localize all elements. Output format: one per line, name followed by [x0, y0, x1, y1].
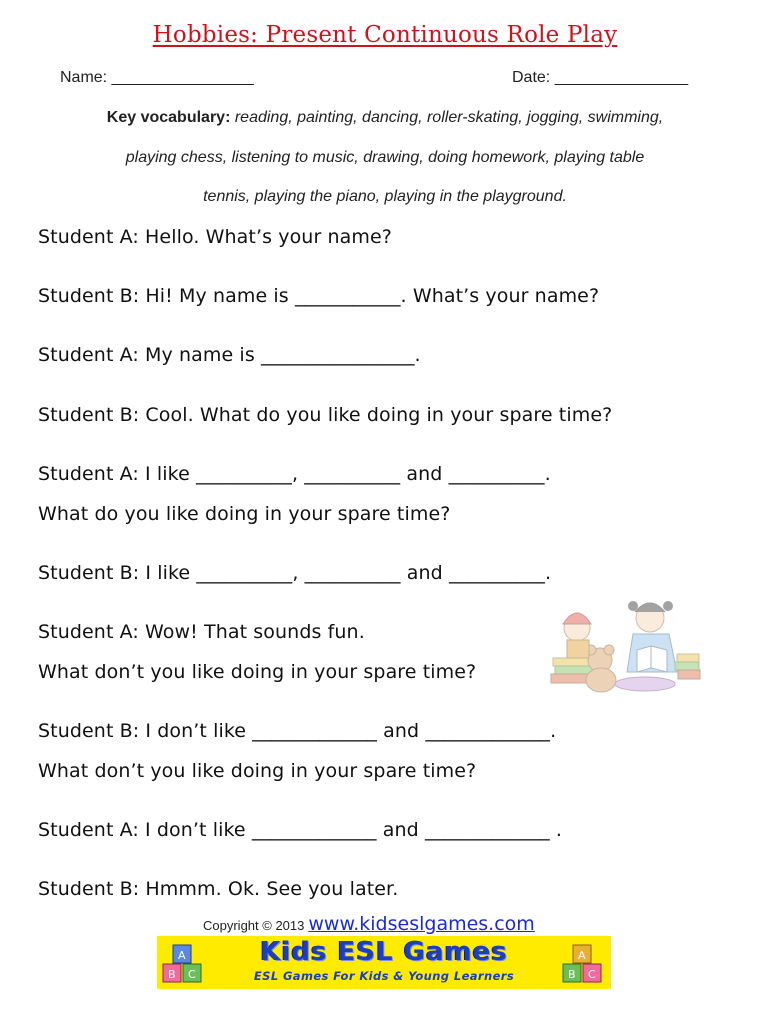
vocabulary-line-2: playing chess, listening to music, drawing, doing homework, playing table	[125, 149, 645, 166]
banner-title: Kids ESL Games	[260, 937, 508, 967]
dialogue-line: What do you like doing in your spare time?	[38, 503, 451, 525]
vocabulary-line-1	[0, 109, 770, 127]
banner-subtitle: ESL Games For Kids & Young Learners	[253, 969, 515, 983]
svg-text:B: B	[168, 968, 176, 981]
svg-text:A: A	[178, 949, 186, 962]
dialogue-line: What don’t you like doing in your spare time?	[38, 760, 477, 782]
svg-text:C: C	[588, 968, 596, 981]
vocabulary-text-1: reading, painting, dancing, roller-skating, jogging, swimming,	[230, 109, 664, 126]
svg-text:B: B	[568, 968, 576, 981]
dialogue-line: Student A: Hello. What’s your name?	[38, 226, 392, 248]
svg-text:A: A	[578, 949, 586, 962]
dialogue-line: Student B: Hi! My name is ___________. What’s your name?	[38, 285, 600, 307]
name-field: Name: ________________	[60, 69, 254, 86]
vocabulary-line-3: tennis, playing the piano, playing in the playground.	[203, 188, 567, 205]
dialogue-line: Student B: Cool. What do you like doing in your spare time?	[38, 404, 613, 426]
dialogue-line: Student B: I like __________, __________ and __________.	[38, 562, 552, 584]
dialogue-line: Student B: I don’t like _____________ and _____________.	[38, 720, 557, 742]
vocabulary-label: Key vocabulary:	[106, 109, 231, 126]
dialogue-line: Student A: I like __________, __________ and __________.	[38, 463, 551, 485]
kids-esl-games-banner[interactable]	[157, 936, 611, 989]
copyright-line	[203, 913, 535, 935]
worksheet-title: Hobbies: Present Continuous Role Play	[152, 22, 618, 48]
copyright-text: Copyright © 2013	[203, 918, 305, 933]
dialogue-line: What don’t you like doing in your spare time?	[38, 661, 477, 683]
website-link[interactable]: www.kidseslgames.com	[308, 913, 535, 935]
date-field: Date: _______________	[512, 69, 689, 86]
dialogue-line: Student B: Hmmm. Ok. See you later.	[38, 878, 399, 900]
children-reading-books-illustration	[545, 588, 705, 698]
svg-text:C: C	[188, 968, 196, 981]
dialogue-line: Student A: Wow! That sounds fun.	[38, 621, 365, 643]
dialogue-line: Student A: I don’t like _____________ and _____________ .	[38, 819, 563, 841]
dialogue-line: Student A: My name is ________________.	[38, 344, 421, 366]
